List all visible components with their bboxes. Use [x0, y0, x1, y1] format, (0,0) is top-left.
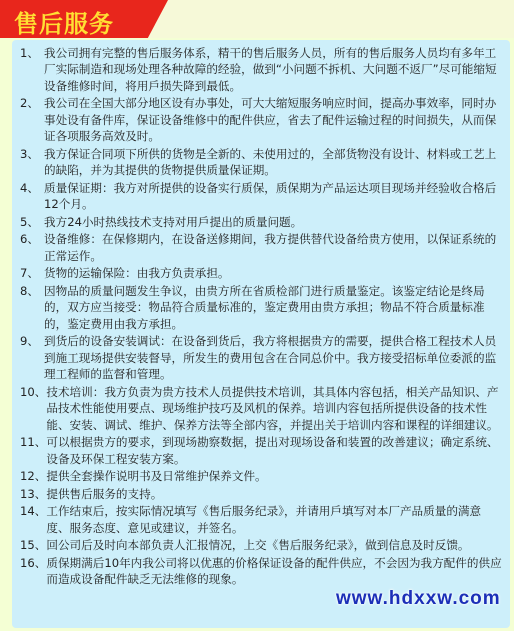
list-item-text: 设备维修：在保修期内，在设备送修期间，我方提供替代设备给贵方使用，以保证系统的正常运作。	[44, 232, 497, 263]
list-item-number: 6、	[20, 232, 39, 247]
list-item	[20, 214, 502, 230]
list-item-text: 我公司在全国大部分地区设有办事处，可大大缩短服务响应时间，提高办事效率，同时办事处设有备件库，保证设备维修中的配件供应，省去了配件运输过程的时间损失，从而保证各项服务高效及时。	[44, 96, 497, 144]
list-item-number: 15、	[20, 538, 47, 553]
list-item	[20, 95, 502, 144]
service-list	[20, 45, 502, 589]
list-item-text: 到货后的设备安装调试：在设备到货后，我方将根据贵方的需要，提供合格工程技术人员到施工现场提供安装督导，所发生的费用包含在合同总价中。我方接受招标单位委派的监理工程师的监督和管理。	[44, 334, 497, 382]
list-item	[20, 45, 502, 94]
list-item-text: 质保期满后10年内我公司将以优惠的价格保证设备的配件供应，不会因为我方配件的供应而造成设备配件缺乏无法维修的现象。	[46, 556, 502, 587]
list-item-number: 9、	[20, 334, 39, 349]
list-item	[20, 537, 502, 553]
list-item	[20, 503, 502, 536]
list-item	[20, 384, 502, 433]
header	[0, 0, 514, 38]
list-item-number: 11、	[20, 435, 47, 450]
list-item-number: 5、	[20, 214, 39, 229]
list-item-text: 工作结束后，按实际情况填写《售后服务纪录》，并请用戶填写对本厂产品质量的满意度、服务态度、意见或建议，并签名。	[46, 504, 482, 535]
list-item-number: 10、	[20, 384, 47, 399]
list-item	[20, 555, 502, 588]
list-item-number: 14、	[20, 504, 47, 519]
list-item-number: 4、	[20, 180, 39, 195]
list-item	[20, 231, 502, 264]
list-item-text: 我方24小时热线技术支持对用戶提出的质量问题。	[44, 214, 303, 229]
list-item-number: 16、	[20, 556, 47, 570]
list-item	[20, 265, 502, 281]
list-item-number: 2、	[20, 96, 39, 111]
list-item-number: 1、	[20, 46, 39, 60]
list-item-text: 回公司后及时向本部负责人汇报情况，上交《售后服务纪录》，做到信息及时反馈。	[46, 538, 470, 553]
list-item-text: 提供售后服务的支持。	[46, 486, 163, 501]
list-item-number: 12、	[20, 469, 47, 484]
list-item-number: 13、	[20, 486, 47, 501]
list-item-number: 3、	[20, 146, 39, 161]
list-item-text: 因物品的质量问题发生争议，由贵方所在省质检部门进行质量鉴定。该鉴定结论是终局的，双方应当接受：物品符合质量标准的，鉴定费用由贵方承担；物品不符合质量标准的，鉴定费用由我方承担。	[44, 284, 485, 331]
list-item-text: 货物的运输保险：由我方负责承担。	[44, 266, 230, 281]
list-item	[20, 333, 502, 382]
list-item	[20, 486, 502, 502]
list-item-text: 提供全套操作说明书及日常维护保养文件。	[46, 469, 267, 484]
list-item	[20, 434, 502, 467]
page-title: 售后服务	[14, 10, 114, 38]
list-item	[20, 146, 502, 179]
list-item-number: 7、	[20, 266, 39, 281]
list-item-number: 8、	[20, 284, 39, 298]
list-item-text: 技术培训：我方负责为贵方技术人员提供技术培训，其具体内容包括，相关产品知识、产品技术性能使用要点、现场维护技巧及风机的保养。培训内容包括所提供设备的技术性能、安装、调试、维护、保养方法等全部内容，并提出关于培训内容和课程的详细建议。	[46, 384, 499, 432]
list-item	[20, 468, 502, 484]
list-item-text: 质量保证期：我方对所提供的设备实行质保，质保期为产品运达项目现场并经验收合格后12个月。	[44, 180, 497, 212]
list-item	[20, 283, 502, 332]
list-item-text: 可以根据贵方的要求，到现场勘察数据，提出对现场设备和装置的改善建议；确定系统、设备及环保工程安装方案。	[46, 435, 499, 466]
list-item-text: 我公司拥有完整的售后服务体系，精干的售后服务人员，所有的售后服务人员均有多年工厂实际制造和现场处理各种故障的经验，做到“小问题不拆机、大问题不返厂”尽可能缩短设备维修时间，将用戶损失降到最低。	[44, 46, 497, 93]
list-item	[20, 180, 502, 213]
list-item-text: 我方保证合同项下所供的货物是全新的、未使用过的，全部货物没有设计、材料或工艺上的缺陷，并为其提供的货物提供质量保证期。	[44, 146, 497, 178]
content-panel	[12, 40, 510, 628]
watermark: www.hdxxw.com	[336, 588, 501, 609]
